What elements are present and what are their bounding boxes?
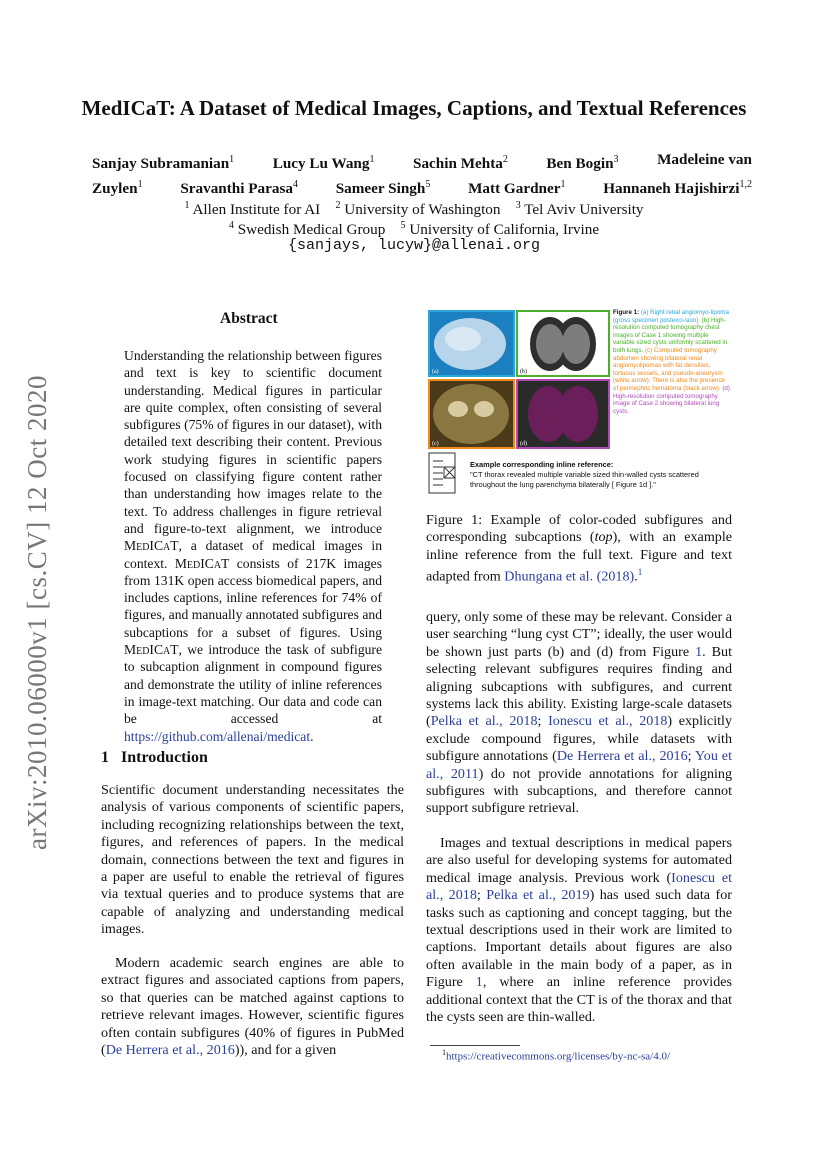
right-paragraph-1: query, only some of these may be relevant. Consider a user searching “lung cyst CT”; ideally, the user would be shown just parts (b) and (d) from Figure 1. But selecting relevant subfigures requires finding and aligning subcaptions with subfigures, and current systems lack this ability. Existing large-scale datasets (Pelka et al., 2018; Ionescu et al., 2018) explicitly exclude compound figures, while datasets with subfigure annotations (De Herrera et al., 2016; You et al., 2011) do not provide annotations for aligning subfigures with subcaptions, and therefore cannot support subfigure retrieval. bbox=[426, 609, 733, 817]
github-link[interactable]: https://github.com/allenai/medicat bbox=[124, 728, 311, 744]
citation-link[interactable]: Pelka et al., 2018 bbox=[430, 713, 538, 730]
paper-title: MedICaT: A Dataset of Medical Images, Captions, and Textual References bbox=[81, 96, 747, 120]
figure-1 bbox=[428, 309, 732, 499]
figure-1-caption: Figure 1: Example of color-coded subfigures and corresponding subcaptions (top), with an example inline reference from the full text. Figure and text adapted from Dhungana et al. (2018).$^1$ bbox=[426, 512, 732, 585]
author: Zuylen$^1$ bbox=[92, 179, 143, 198]
figure-ref-link[interactable]: 1 bbox=[475, 974, 483, 991]
footnote-marker[interactable]: 1 bbox=[637, 567, 643, 578]
author: Sameer Singh$^5$ bbox=[335, 179, 431, 198]
citation-link[interactable]: You et al., 2011 bbox=[426, 748, 732, 782]
author: Sravanthi Parasa$^4$ bbox=[180, 179, 298, 198]
license-link[interactable]: https://creativecommons.org/licenses/by-nc-sa/4.0/ bbox=[446, 1050, 671, 1063]
intro-paragraph-2: Modern academic search engines are able to extract figures and associated captions from papers, so that queries can be matched against captions to retrieve relevant images. However, scientific figures often contain subfigures (40% of figures in PubMed (De Herrera et al., 2016)), and for a given bbox=[101, 955, 404, 1059]
figure-1-subcaptions: Figure 1: (a) Right renal angiomyo-lipoma (gross specimen postexci-sion). (b) High-resolution computed tomography chest images of Case 1 showing multiple variable sized cysts uniformly scattered in both lungs. (c) Computed tomography abdomen showing bilateral renal angiomyolipomas with fat densities, tortuous vessels, and pseudo-aneurysm (white arrow). There is also the presence of perinephric hematoma (black arrow). (d) High-resolution computed tomography image of Case 2 showing bilateral lung cysts. bbox=[613, 309, 730, 415]
author: Hannaneh Hajishirzi$^{1,2}$ bbox=[603, 179, 752, 198]
panel-a-label: (a) bbox=[432, 369, 439, 375]
author: Madeleine van bbox=[657, 151, 752, 168]
arxiv-identifier bbox=[16, 360, 56, 860]
author: Matt Gardner$^1$ bbox=[468, 179, 566, 198]
panel-c-label: (c) bbox=[432, 441, 439, 447]
figure-ref-link[interactable]: 1 bbox=[695, 643, 703, 660]
affiliation-line-2: $^4$ Swedish Medical Group $^5$ University of California, Irvine bbox=[228, 220, 600, 239]
email: {sanjays, lucyw}@allenai.org bbox=[287, 237, 541, 254]
section-heading-introduction: 1 Introduction bbox=[101, 749, 208, 766]
footnote: $^1$https://creativecommons.org/licenses/by-nc-sa/4.0/ bbox=[442, 1048, 671, 1063]
author: Lucy Lu Wang$^1$ bbox=[272, 154, 375, 173]
footnote-rule bbox=[430, 1045, 520, 1046]
author: Sachin Mehta$^2$ bbox=[413, 154, 508, 173]
citation-link[interactable]: De Herrera et al., 2016 bbox=[105, 1042, 235, 1059]
citation-link[interactable]: Dhungana et al. (2018) bbox=[504, 568, 635, 585]
right-paragraph-2: Images and textual descriptions in medical papers are also useful for developing systems for automated medical image analysis. Previous work (Ionescu et al., 2018; Pelka et al., 2019) has used such data for tasks such as captioning and concept tagging, but the textual descriptions used in their work are limited to captions. Important details about figures are also often available in the main body of a paper, as in Figure 1, where an inline reference provides additional context that the CT is of the thorax and that the cysts seen are thin-walled. bbox=[426, 835, 732, 1026]
panel-d-label: (d) bbox=[520, 441, 527, 447]
author: Ben Bogin$^3$ bbox=[546, 154, 619, 173]
citation-link[interactable]: Pelka et al., 2019 bbox=[486, 887, 590, 904]
citation-link[interactable]: Ionescu et al., 2018 bbox=[426, 869, 732, 904]
figure-1-inline-reference: Example corresponding inline reference: "CT thorax revealed multiple variable sized thin-walled cysts scattered throughout the lung parenchyma bilaterally [ Figure 1d ]." bbox=[470, 460, 699, 489]
author: Sanjay Subramanian$^1$ bbox=[92, 154, 235, 173]
panel-b-label: (b) bbox=[520, 369, 527, 375]
abstract-body: Understanding the relationship between figures and text is key to scientific document understanding. Medical figures in particular are quite complex, often consisting of several subfigures (75% of figures in our dataset), with detailed text describing their content. Previous work studying figures in scientific papers focused on classifying figure content rather than understanding how images relate to the text. To address challenges in figure retrieval and figure-to-text alignment, we introduce MedICaT, a dataset of medical images in context. MedICaT consists of 217K images from 131K open access biomedical papers, and includes captions, inline references for 74% of figures, and manually annotated subfigures and subcaptions for a subset of figures. Using MedICaT, we introduce the task of subfigure to subcaption alignment in compound figures and demonstrate the utility of inline references in image-text matching. Our data and code can be accessed at https://github.com/allenai/medicat. bbox=[124, 348, 383, 744]
abstract-heading: Abstract bbox=[220, 310, 278, 327]
affiliation-line-1: $^1$ Allen Institute for AI $^2$ University of Washington $^3$ Tel Aviv University bbox=[184, 200, 644, 219]
author-line-1 bbox=[92, 149, 752, 174]
citation-link[interactable]: Ionescu et al., 2018 bbox=[548, 713, 668, 730]
citation-link[interactable]: De Herrera et al., 2016 bbox=[556, 748, 688, 765]
arxiv-identifier-text: arXiv:2010.06000v1 [cs.CV] 12 Oct 2020 bbox=[22, 375, 52, 850]
intro-paragraph-1: Scientific document understanding necessitates the analysis of various components of scientific papers, including recognizing relationships between the text, figures, and references of papers. In the medical domain, connections between the text and figures in a paper are useful to enable the retrieval of figures via textual queries and to produce systems that are capable of analyzing and understanding medical images. bbox=[101, 782, 404, 938]
author-list bbox=[92, 149, 752, 199]
